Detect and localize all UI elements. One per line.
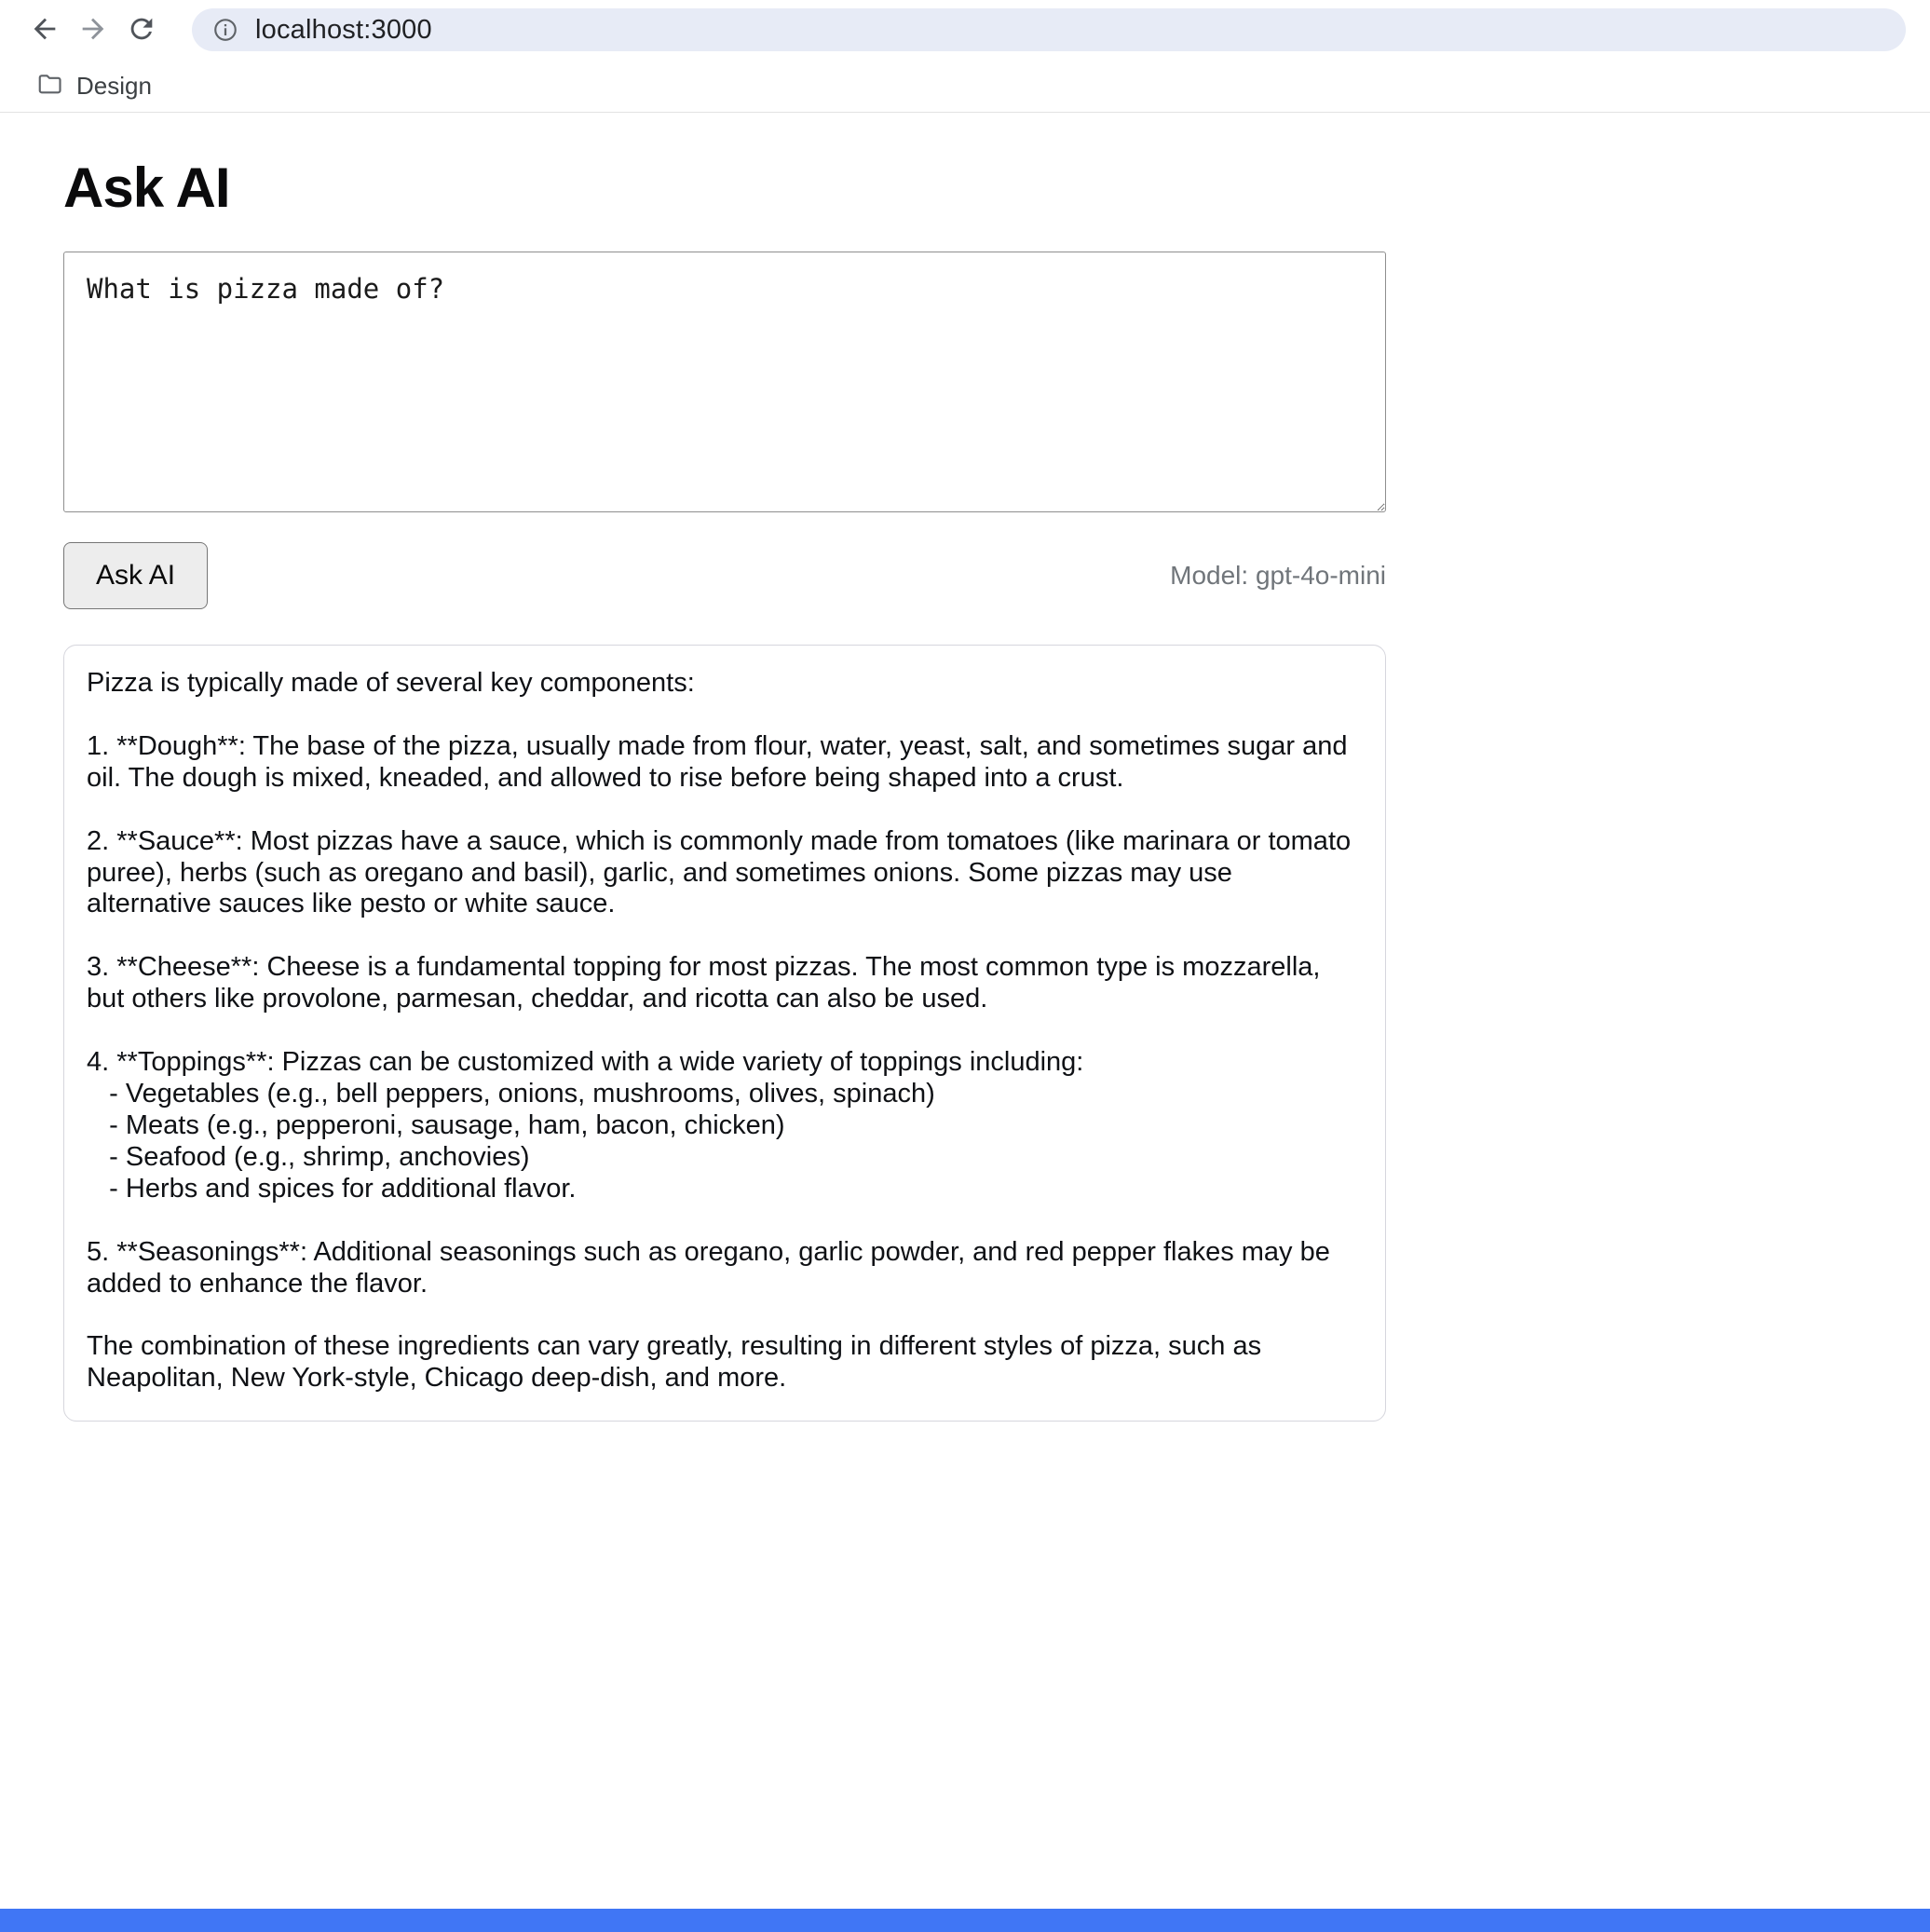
back-arrow-icon (29, 13, 61, 48)
bookmark-design[interactable] (24, 64, 163, 108)
reload-button[interactable] (117, 6, 166, 54)
reload-icon (126, 13, 157, 48)
url-bar[interactable] (192, 8, 1906, 51)
bookmarks-bar (0, 60, 1930, 113)
actions-row (63, 542, 1386, 609)
bottom-blue-strip (0, 1909, 1930, 1932)
ai-response: Pizza is typically made of several key components: 1. **Dough**: The base of the pizza, usually made from flour, water, yeast, salt, and sometimes sugar and oil. The dough is mixed, kneaded, and allowed to rise before being shaped into a crust. 2. **Sauce**: Most pizzas have a sauce, which is commonly made from tomatoes (like marinara or tomato puree), herbs (such as oregano and basil), garlic, and sometimes onions. Some pizzas may use alternative sauces like pesto or white sauce. 3. **Cheese**: Cheese is a fundamental topping for most pizzas. The most common type is mozzarella, but others like provolone, parmesan, cheddar, and ricotta can also be used. 4. **Toppings**: Pizzas can be customized with a wide variety of toppings including: - Vegetables (e.g., bell peppers, onions, mushrooms, olives, spinach) - Meats (e.g., pepperoni, sausage, ham, bacon, chicken) - Seafood (e.g., shrimp, anchovies) - Herbs and spices for additional flavor. 5. **Seasonings**: Additional seasonings such as oregano, garlic powder, and red pepper flakes may be added to enhance the flavor. The combination of these ingredients can vary greatly, resulting in different styles of pizza, such as Neapolitan, New York-style, Chicago deep-dish, and more. (63, 645, 1386, 1422)
prompt-textarea[interactable] (63, 252, 1386, 512)
site-info-icon[interactable] (211, 15, 240, 45)
back-button[interactable] (20, 6, 69, 54)
browser-chrome (0, 0, 1930, 113)
folder-icon (35, 70, 63, 102)
page-content (0, 113, 1386, 1422)
ask-ai-button[interactable]: Ask AI (63, 542, 208, 609)
bookmark-label: Design (76, 71, 152, 100)
model-label: Model: gpt-4o-mini (1170, 561, 1386, 590)
page-title: Ask AI (63, 156, 230, 219)
url-text: localhost:3000 (255, 14, 432, 45)
forward-button[interactable] (69, 6, 117, 54)
browser-toolbar (0, 0, 1930, 60)
forward-arrow-icon (77, 13, 109, 48)
